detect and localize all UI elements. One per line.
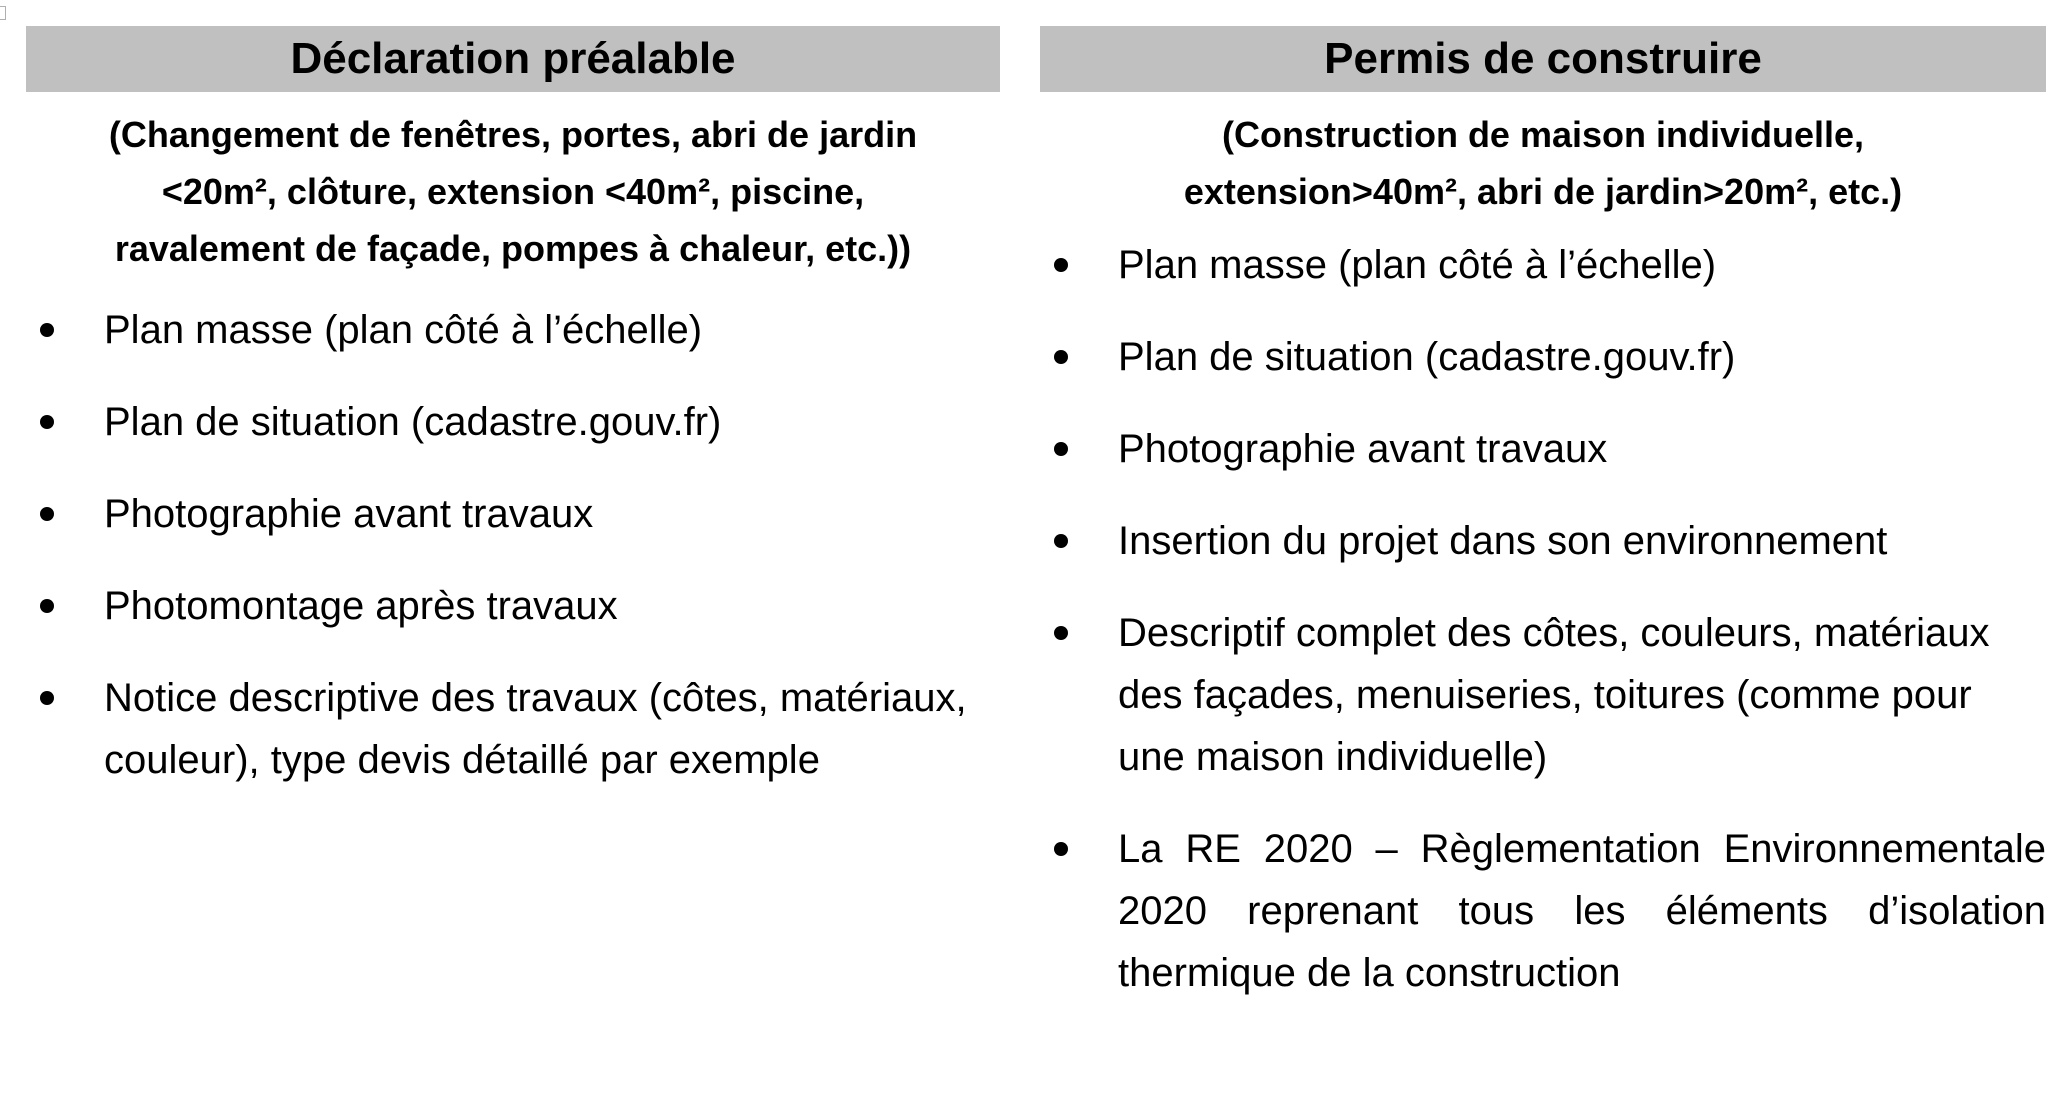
bullet-icon xyxy=(1054,534,1068,548)
declaration-prealable-subtitle xyxy=(26,106,1000,277)
bullet-icon xyxy=(40,323,54,337)
list-item-text: Photographie avant travaux xyxy=(1118,427,1608,471)
list-item xyxy=(1040,326,2046,388)
subtitle-line: (Changement de fenêtres, portes, abri de jardin xyxy=(108,114,918,155)
declaration-prealable-list xyxy=(26,299,1000,791)
permis-de-construire-list xyxy=(1040,234,2046,1004)
permis-de-construire-header: Permis de construire xyxy=(1040,26,2046,92)
permis-de-construire-column xyxy=(1040,26,2046,1034)
list-item-text: Plan de situation (cadastre.gouv.fr) xyxy=(104,400,722,444)
list-item xyxy=(26,391,1000,453)
list-item-text: Photographie avant travaux xyxy=(104,492,594,536)
bullet-icon xyxy=(40,415,54,429)
bullet-icon xyxy=(1054,626,1068,640)
list-item-text: Notice descriptive des travaux (côtes, matériaux, couleur), type devis détaillé par exemple xyxy=(104,676,967,782)
bullet-icon xyxy=(1054,350,1068,364)
bullet-icon xyxy=(1054,442,1068,456)
subtitle-line: (Construction de maison individuelle, xyxy=(1221,114,1865,155)
bullet-icon xyxy=(40,507,54,521)
list-item xyxy=(1040,602,2046,788)
list-item xyxy=(1040,510,2046,572)
bullet-icon xyxy=(1054,258,1068,272)
bullet-icon xyxy=(1054,842,1068,856)
list-item-text: La RE 2020 – Règlementation Environnementale 2020 reprenant tous les éléments d’isolation thermique de la construction xyxy=(1118,827,2046,995)
declaration-prealable-column xyxy=(26,26,1000,821)
list-item-text: Plan masse (plan côté à l’échelle) xyxy=(1118,243,1717,287)
corner-mark xyxy=(0,6,6,20)
subtitle-line: <20m², clôture, extension <40m², piscine, xyxy=(161,171,865,212)
list-item xyxy=(1040,418,2046,480)
subtitle-line: ravalement de façade, pompes à chaleur, etc.)) xyxy=(114,228,912,269)
list-item-text: Plan masse (plan côté à l’échelle) xyxy=(104,308,703,352)
list-item-text: Insertion du projet dans son environnement xyxy=(1118,519,1888,563)
permis-de-construire-subtitle xyxy=(1040,106,2046,220)
bullet-icon xyxy=(40,599,54,613)
bullet-icon xyxy=(40,691,54,705)
list-item xyxy=(1040,818,2046,1004)
list-item xyxy=(26,575,1000,637)
list-item-text: Photomontage après travaux xyxy=(104,584,618,628)
list-item xyxy=(26,483,1000,545)
subtitle-line: extension>40m², abri de jardin>20m², etc.) xyxy=(1183,171,1903,212)
list-item-text: Descriptif complet des côtes, couleurs, matériaux des façades, menuiseries, toitures (comme pour une maison individuelle) xyxy=(1118,611,1990,779)
declaration-prealable-header: Déclaration préalable xyxy=(26,26,1000,92)
list-item xyxy=(26,667,1000,791)
list-item xyxy=(1040,234,2046,296)
list-item xyxy=(26,299,1000,361)
list-item-text: Plan de situation (cadastre.gouv.fr) xyxy=(1118,335,1736,379)
